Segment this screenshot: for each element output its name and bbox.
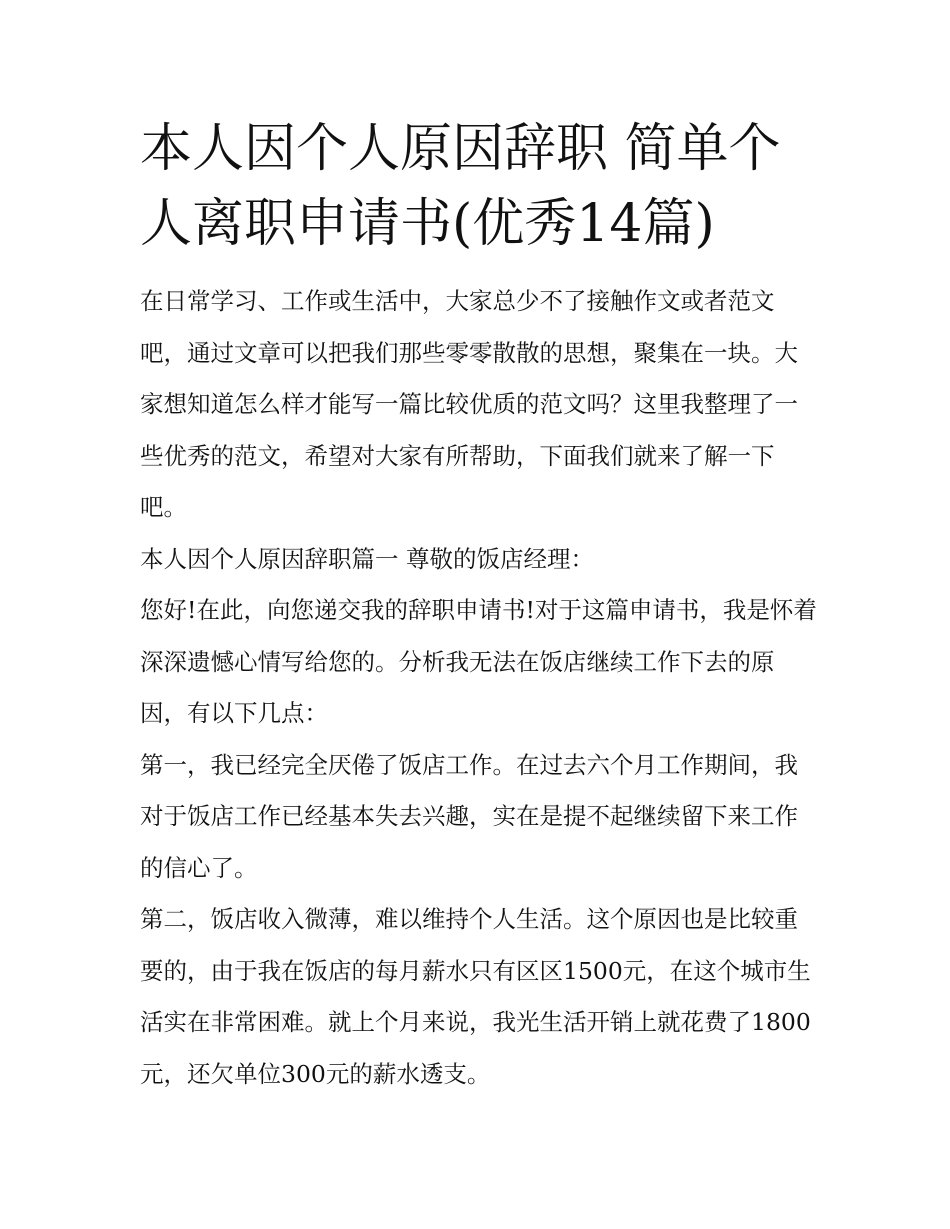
intro-paragraph: 在日常学习、工作或生活中，大家总少不了接触作文或者范文吧，通过文章可以把我们那些零零散散的思想，聚集在一块。大家想知道怎么样才能写一篇比较优质的范文吗？这里我整理了一些优秀的范文，希望对大家有所帮助，下面我们就来了解一下吧。 [140,287,798,521]
body-paragraph: 第二，饭店收入微薄，难以维持个人生活。这个原因也是比较重要的，由于我在饭店的每月薪水只有区区1500元，在这个城市生活实在非常困难。就上个月来说，我光生活开销上就花费了1800元，还欠单位300元的薪水透支。 [140,905,811,1088]
document-body [140,276,820,1100]
body-paragraph: 第一，我已经完全厌倦了饭店工作。在过去六个月工作期间，我对于饭店工作已经基本失去兴趣，实在是提不起继续留下来工作的信心了。 [140,750,798,882]
section-heading: 本人因个人原因辞职篇一 尊敬的饭店经理： [140,544,594,573]
body-paragraph: 您好!在此，向您递交我的辞职申请书!对于这篇申请书，我是怀着深深遗憾心情写给您的。分析我无法在饭店继续工作下去的原因，有以下几点： [140,596,817,727]
document-title: 本人因个人原因辞职 简单个人离职申请书(优秀14篇) [140,119,781,254]
